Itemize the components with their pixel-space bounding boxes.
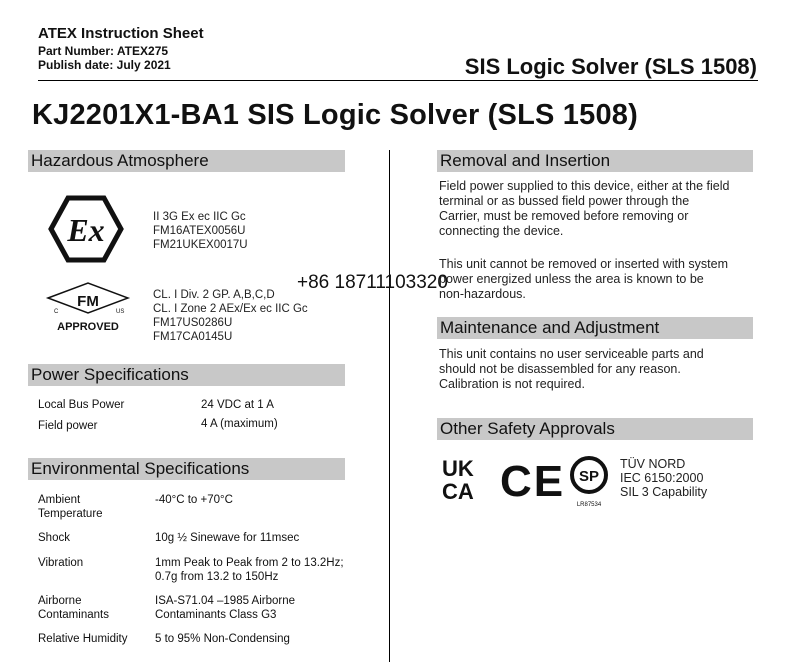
csa-mark-icon [569, 456, 613, 508]
sheet-title: ATEX Instruction Sheet [38, 25, 204, 42]
env-value: 5 to 95% Non-Condensing [155, 633, 290, 645]
fm-line: CL. I Div. 2 GP. A,B,C,D [153, 289, 275, 301]
env-label: Ambient Temperature [38, 494, 103, 520]
power-value: 4 A (maximum) [201, 418, 278, 430]
header-meta [38, 26, 204, 72]
part-number: Part Number: ATEX275 [38, 44, 169, 58]
svg-text:SP: SP [578, 468, 600, 485]
ukca-mark-icon [442, 456, 488, 502]
publish-date: Publish date: July 2021 [38, 58, 171, 72]
tuv-text: TÜV NORD IEC 6150:2000 SIL 3 Capability [620, 457, 708, 499]
ex-cert-lines [153, 210, 248, 252]
header-right-title: SIS Logic Solver (SLS 1508) [464, 54, 757, 79]
env-value: ISA-S71.04 –1985 Airborne Contaminants Class G3 [155, 595, 296, 621]
environmental-heading: Environmental Specifications [28, 458, 345, 480]
fm-cert-lines [153, 288, 308, 344]
ce-mark-icon [500, 457, 566, 506]
hazardous-heading: Hazardous Atmosphere [28, 150, 345, 172]
svg-text:UK: UK [442, 456, 474, 481]
env-label: Shock [38, 532, 70, 544]
env-value: -40°C to +70°C [155, 494, 233, 506]
other-approvals-heading: Other Safety Approvals [437, 418, 753, 440]
page-title: KJ2201X1-BA1 SIS Logic Solver (SLS 1508) [32, 99, 638, 131]
column-divider [389, 150, 390, 662]
env-value: 1mm Peak to Peak from 2 to 13.2Hz; 0.7g from 13.2 to 150Hz [155, 557, 344, 583]
power-heading: Power Specifications [28, 364, 345, 386]
env-label: Vibration [38, 557, 84, 569]
svg-text:CA: CA [442, 479, 474, 504]
svg-text:FM: FM [77, 293, 99, 310]
svg-text:CE: CE [500, 457, 566, 506]
svg-text:APPROVED: APPROVED [57, 321, 119, 333]
fm-approved-icon [46, 282, 136, 334]
maintenance-heading: Maintenance and Adjustment [437, 317, 753, 339]
power-value: 24 VDC at 1 A [201, 399, 274, 411]
phone-watermark: +86 18711103320 [297, 272, 448, 293]
ex-hexagon-icon [50, 197, 122, 261]
ex-line: II 3G Ex ec IIC Gc [153, 211, 246, 223]
env-value: 10g ½ Sinewave for 11msec [155, 532, 300, 544]
svg-text:LR87534: LR87534 [576, 502, 602, 508]
removal-paragraph: Field power supplied to this device, either at the field terminal or as bussed field power through the Carrier, must be removed before removing or connecting the device. [439, 179, 730, 238]
fm-line: CL. I Zone 2 AEx/Ex ec IIC Gc [153, 303, 308, 315]
svg-text:US: US [116, 309, 125, 315]
power-label: Local Bus Power [38, 399, 125, 411]
env-label: Relative Humidity [38, 633, 128, 645]
ex-line: FM16ATEX0056U [153, 225, 246, 237]
power-label: Field power [38, 420, 98, 432]
header-divider [38, 80, 758, 81]
removal-heading: Removal and Insertion [437, 150, 753, 172]
fm-line: FM17US0286U [153, 317, 233, 329]
svg-text:Ex: Ex [67, 212, 105, 248]
removal-paragraph: This unit cannot be removed or inserted with system power energized unless the area is known to be non-hazardous. [439, 257, 729, 301]
env-label: Airborne Contaminants [38, 595, 109, 621]
fm-line: FM17CA0145U [153, 331, 233, 343]
svg-text:C: C [54, 309, 59, 315]
maintenance-paragraph: This unit contains no user serviceable parts and should not be disassembled for any reason. Calibration is not required. [439, 347, 704, 391]
ex-line: FM21UKEX0017U [153, 239, 248, 251]
